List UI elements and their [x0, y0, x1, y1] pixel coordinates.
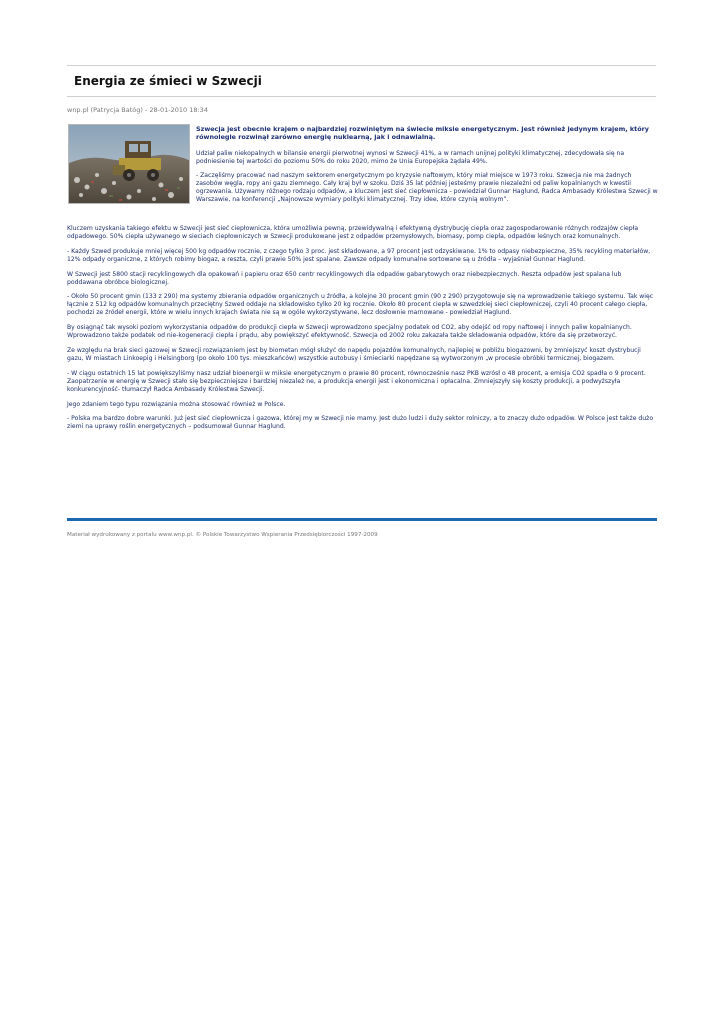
intro-paragraph: Udział paliw niekopalnych w bilansie energii pierwotnej wynosi w Szwecji 41%, a w ramach unijnej polityki klimatycznej, zdecydowała się na podniesienie tej wartości do poziomu 50% do roku 2020, mimo że Unia Europejska żądała 49%.: [196, 149, 625, 165]
article-lead: Szwecja jest obecnie krajem o najbardziej rozwiniętym na świecie miksie energetycznym. Jest również jedynym krajem, który równolegle rozwinął zarówno energię nuklearną, jak i odnawialną.: [196, 125, 649, 142]
body-paragraph: By osiągnąć tak wysoki poziom wykorzystania odpadów do produkcji ciepła w Szwecji wprowadzono specjalny podatek od CO2, aby odejść od ropy naftowej i innych paliw kopalnianych. Wprowadzono także podatek od nie-kogeneracji ciepła i prądu, aby powiększyć efektywność. Szwecja od 2002 roku zakazała także składowania odpadów, które da się przetworzyć.: [67, 324, 632, 340]
body-paragraph: Ze względu na brak sieci gazowej w Szwecji rozwiązaniem jest by biometan mógł służyć do napędu pojazdów komunalnych, najlepiej w pobliżu biogazowni, by zmniejszyć koszt dystrybucji gazu, W miastach Linkoepig i Helsingborg (po około 100 tys. mieszkańców) wszystkie autobusy i śmieciarki napędzane są wytworzonym „w procesie obróbki termicznej, biogazem.: [67, 346, 641, 362]
body-paragraph: - Każdy Szwed produkuje mniej więcej 500 kg odpadów rocznie, z czego tylko 3 proc. jest składowane, a 97 procent jest odzyskiwane. 1% to odpasy niebezpieczne, 35% recykling materiałów, 12% odpady organiczne, z których robimy biogaz, a reszta, czyli prawie 50% jest spalane. Zawsze odpady komunalne sortowane są u źródła – wyjaśniał Gunnar Haglund.: [67, 247, 651, 263]
article-byline: wnp.pl (Patrycja Batóg) - 28-01-2010 18:34: [67, 106, 208, 114]
top-divider: [67, 65, 656, 66]
body-paragraph: - Polska ma bardzo dobre warunki. Już jest sieć ciepłownicza i gazowa, której my w Szwecji nie mamy. Jest dużo ludzi i duży sektor rolniczy, a to znaczy dużo odpadów. W Polsce jest także dużo ziemi na uprawy roślin energetycznych – podsumował Gunnar Haglund.: [67, 415, 654, 431]
footer-note: Materiał wydrukowany z portalu www.wnp.pl. © Polskie Towarzystwo Wspierania Przedsiębiorczości 1997-2009: [67, 532, 378, 538]
body-paragraph: W Szwecji jest 5800 stacji recyklingowych dla opakowań i papieru oraz 650 centr recyklingowych dla odpadów gabarytowych oraz niebezpiecznych. Reszta odpadów jest spalana lub poddawana obróbce biologicznej.: [67, 270, 622, 286]
body-paragraph: - W ciągu ostatnich 15 lat powiększyliśmy nasz udział bioenergii w miksie energetycznym o prawie 80 procent, równocześnie nasz PKB wzrósł o 48 procent, a emisja CO2 spadła o 9 procent. Zaopatrzenie w energię w Szwecji stało się bezpieczniejsze i bardziej niezależ ne, a produkcja energii jest i ekonomiczna i opłacalna. Zmniejszyły się koszty produkcji, a podwyższyła konkurencyjność- tłumaczył Radca Ambasady Królestwa Szwecji.: [67, 369, 646, 393]
body-paragraph: Jego zdaniem tego typu rozwiązania można stosować również w Polsce.: [67, 400, 286, 408]
article-photo: [68, 124, 190, 204]
body-paragraph: Kluczem uzyskania takiego efektu w Szwecji jest sieć ciepłownicza, która umożliwia pewną, przewidywalną i efektywną dystrybucję ciepła oraz zagospodarowanie różnych rodzajów ciepła odpadowego. 50% ciepła używanego w sieciach ciepłowniczych w Szwecji produkowane jest z odpadów przemysłowych, biomasy, pomp ciepła, odpadów leśnych oraz komunalnych.: [67, 225, 639, 240]
article-body: [67, 225, 657, 438]
article-title: Energia ze śmieci w Szwecji: [74, 74, 262, 88]
body-paragraph: - Około 50 procent gmin (133 z 290) ma systemy zbierania odpadów organicznych u źródła, a kolejne 30 procent gmin (90 z 290) przygotowuje się na wprowadzenie takiego systemu. Tak więc łącznie z 512 kg odpadów komunalnych przeciętny Szwed oddaje na składowisko tylko 20 kg rocznie. Około 80 procent ciepła w szwedzkiej sieci ciepłowniczej, czyli 40 procent całego ciepła, pochodzi ze źródeł energii, które w wielu innych krajach świata nie są w ogóle wykorzystywane, lecz dosłownie marnowane - powiedział Haglund.: [67, 293, 654, 317]
footer-accent-bar: [67, 518, 657, 521]
intro-paragraph: - Zaczęliśmy pracować nad naszym sektorem energetycznym po kryzysie naftowym, który miał miejsce w 1973 roku. Szwecja nie ma żadnych zasobów węgla, ropy ani gazu ziemnego. Cały kraj był w szoku. Dziś 35 lat później jesteśmy prawie niezależni od paliw kopalnianych w kwestii ogrzewania. Używamy różnego rodzaju odpadów, a kluczem jest sieć ciepłownicza - powiedział Gunnar Haglund, Radca Ambasady Królestwa Szwecji w Warszawie, na konferencji „Najnowsze wymiary polityki klimatycznej. Trzy idee, które czynią wolnym”.: [196, 172, 658, 204]
title-divider: [67, 96, 656, 97]
intro-column: [196, 125, 658, 211]
